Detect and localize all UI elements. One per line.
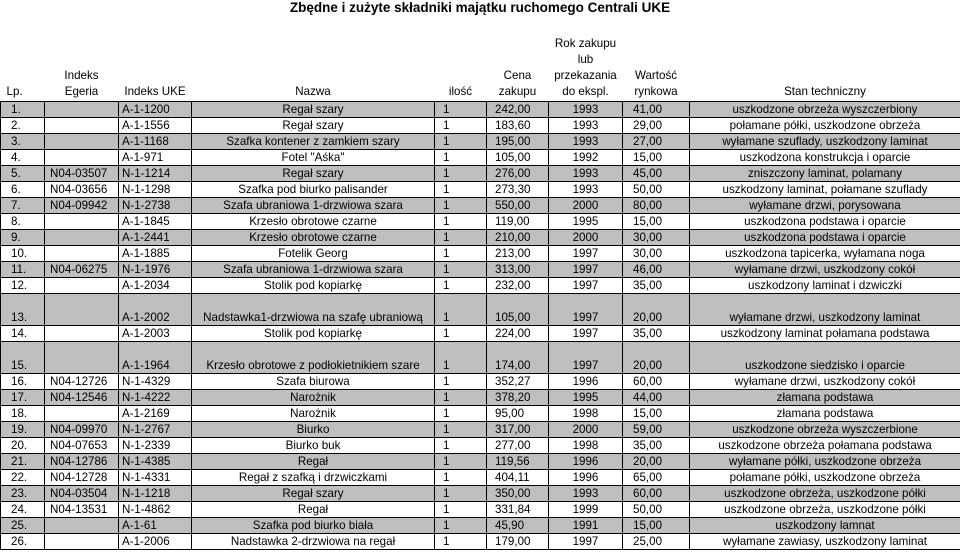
table-row — [1, 118, 960, 134]
cell-nazwa: Regał — [192, 454, 435, 470]
cell-stan: uszkodzone siedzisko i oparcie — [690, 342, 960, 374]
cell-lp: 9. — [1, 230, 45, 246]
cell-egeria: N04-07653 — [45, 438, 119, 454]
cell-lp: 8. — [1, 214, 45, 230]
cell-lp: 13. — [1, 294, 45, 326]
table-row — [1, 406, 960, 422]
cell-egeria — [45, 134, 119, 150]
cell-rok: 1992 — [549, 150, 623, 166]
cell-cena: 105,00 — [487, 294, 549, 326]
cell-egeria: N04-13531 — [45, 502, 119, 518]
cell-cena: 174,00 — [487, 342, 549, 374]
cell-stan: uszkodzone obrzeża wyszczerbiony — [690, 102, 960, 118]
cell-lp: 18. — [1, 406, 45, 422]
cell-stan: uszkodzone obrzeża, uszkodzone półki — [690, 486, 960, 502]
cell-stan: wyłamane drzwi, uszkodzony cokół — [690, 262, 960, 278]
cell-ilosc: 1 — [435, 102, 487, 118]
cell-ilosc: 1 — [435, 182, 487, 198]
cell-wartosc: 35,00 — [623, 326, 690, 342]
cell-egeria — [45, 230, 119, 246]
cell-rok: 1993 — [549, 102, 623, 118]
cell-egeria — [45, 118, 119, 134]
table-row — [1, 502, 960, 518]
cell-nazwa: Biurko — [192, 422, 435, 438]
col-header-egeria: Indeks Egeria — [64, 69, 99, 98]
table-row — [1, 294, 960, 326]
cell-egeria: N04-03507 — [45, 166, 119, 182]
cell-egeria: N04-12728 — [45, 470, 119, 486]
cell-egeria — [45, 214, 119, 230]
col-header-stan: Stan techniczny — [784, 85, 866, 98]
cell-stan: uszkodzona konstrukcja i oparcie — [690, 150, 960, 166]
cell-rok: 1995 — [549, 390, 623, 406]
assets-table — [0, 36, 960, 550]
cell-uke: N-1-2738 — [119, 198, 192, 214]
cell-cena: 45,90 — [487, 518, 549, 534]
cell-egeria — [45, 294, 119, 326]
cell-uke: A-1-1168 — [119, 134, 192, 150]
cell-cena: 179,00 — [487, 534, 549, 550]
cell-uke: N-1-4331 — [119, 470, 192, 486]
table-row — [1, 134, 960, 150]
cell-ilosc: 1 — [435, 438, 487, 454]
cell-cena: 352,27 — [487, 374, 549, 390]
table-row — [1, 438, 960, 454]
cell-cena: 313,00 — [487, 262, 549, 278]
cell-nazwa: Stolik pod kopiarkę — [192, 326, 435, 342]
cell-cena: 242,00 — [487, 102, 549, 118]
table-row — [1, 246, 960, 262]
cell-uke: N-1-4329 — [119, 374, 192, 390]
cell-wartosc: 15,00 — [623, 150, 690, 166]
cell-wartosc: 27,00 — [623, 134, 690, 150]
cell-cena: 195,00 — [487, 134, 549, 150]
cell-rok: 1997 — [549, 326, 623, 342]
table-row — [1, 102, 960, 118]
cell-cena: 276,00 — [487, 166, 549, 182]
cell-lp: 7. — [1, 198, 45, 214]
cell-uke: A-1-2003 — [119, 326, 192, 342]
cell-cena: 95,00 — [487, 406, 549, 422]
cell-uke: N-1-2767 — [119, 422, 192, 438]
cell-ilosc: 1 — [435, 166, 487, 182]
cell-egeria — [45, 342, 119, 374]
cell-ilosc: 1 — [435, 422, 487, 438]
cell-lp: 5. — [1, 166, 45, 182]
cell-lp: 2. — [1, 118, 45, 134]
cell-stan: uszkodzone obrzeża, uszkodzone półki — [690, 502, 960, 518]
cell-nazwa: Regał z szafką i drzwiczkami — [192, 470, 435, 486]
cell-stan: uszkodzony laminat i dzwiczki — [690, 278, 960, 294]
cell-stan: wyłamane drzwi, uszkodzony cokół — [690, 374, 960, 390]
cell-wartosc: 35,00 — [623, 278, 690, 294]
cell-wartosc: 44,00 — [623, 390, 690, 406]
cell-rok: 1998 — [549, 438, 623, 454]
cell-nazwa: Biurko buk — [192, 438, 435, 454]
cell-uke: A-1-1885 — [119, 246, 192, 262]
cell-rok: 1997 — [549, 342, 623, 374]
cell-rok: 1997 — [549, 246, 623, 262]
table-row — [1, 534, 960, 550]
cell-egeria — [45, 518, 119, 534]
cell-nazwa: Fotelik Georg — [192, 246, 435, 262]
cell-wartosc: 41,00 — [623, 102, 690, 118]
cell-nazwa: Krzesło obrotowe z podłokietnikiem szare — [192, 342, 435, 374]
cell-stan: złamana podstawa — [690, 390, 960, 406]
cell-uke: A-1-1845 — [119, 214, 192, 230]
cell-rok: 1995 — [549, 214, 623, 230]
cell-ilosc: 1 — [435, 278, 487, 294]
cell-rok: 1991 — [549, 518, 623, 534]
cell-nazwa: Regał — [192, 502, 435, 518]
cell-rok: 1993 — [549, 118, 623, 134]
cell-ilosc: 1 — [435, 294, 487, 326]
cell-lp: 17. — [1, 390, 45, 406]
cell-lp: 20. — [1, 438, 45, 454]
cell-lp: 4. — [1, 150, 45, 166]
cell-uke: N-1-1218 — [119, 486, 192, 502]
cell-wartosc: 35,00 — [623, 438, 690, 454]
cell-stan: uszkodzony lamnat — [690, 518, 960, 534]
cell-rok: 1993 — [549, 486, 623, 502]
cell-lp: 23. — [1, 486, 45, 502]
page-title: Zbędne i zużyte składniki majątku ruchomego Centrali UKE — [289, 0, 671, 15]
col-header-rok: Rok zakupu lub przekazania do ekspl. — [554, 37, 617, 98]
cell-ilosc: 1 — [435, 454, 487, 470]
cell-wartosc: 50,00 — [623, 182, 690, 198]
cell-rok: 1997 — [549, 534, 623, 550]
cell-stan: połamane półki, uszkodzone obrzeża — [690, 118, 960, 134]
cell-wartosc: 46,00 — [623, 262, 690, 278]
cell-ilosc: 1 — [435, 118, 487, 134]
cell-egeria — [45, 102, 119, 118]
cell-uke: A-1-61 — [119, 518, 192, 534]
cell-nazwa: Regał szary — [192, 486, 435, 502]
cell-ilosc: 1 — [435, 134, 487, 150]
cell-rok: 1997 — [549, 278, 623, 294]
table-row — [1, 486, 960, 502]
cell-wartosc: 20,00 — [623, 454, 690, 470]
cell-stan: uszkodzony laminat połamana podstawa — [690, 326, 960, 342]
cell-nazwa: Szafka pod biurko palisander — [192, 182, 435, 198]
cell-wartosc: 65,00 — [623, 470, 690, 486]
cell-lp: 15. — [1, 342, 45, 374]
cell-nazwa: Regał szary — [192, 118, 435, 134]
cell-lp: 1. — [1, 102, 45, 118]
cell-ilosc: 1 — [435, 230, 487, 246]
cell-nazwa: Regał szary — [192, 102, 435, 118]
cell-wartosc: 15,00 — [623, 518, 690, 534]
cell-cena: 119,56 — [487, 454, 549, 470]
cell-egeria — [45, 406, 119, 422]
cell-uke: A-1-1200 — [119, 102, 192, 118]
cell-egeria: N04-12786 — [45, 454, 119, 470]
cell-wartosc: 59,00 — [623, 422, 690, 438]
table-row — [1, 390, 960, 406]
cell-uke: A-1-2006 — [119, 534, 192, 550]
cell-nazwa: Narożnik — [192, 406, 435, 422]
table-row — [1, 214, 960, 230]
header-row — [1, 36, 960, 102]
cell-rok: 2000 — [549, 422, 623, 438]
col-header-lp: Lp. — [6, 85, 23, 98]
cell-nazwa: Narożnik — [192, 390, 435, 406]
cell-cena: 317,00 — [487, 422, 549, 438]
cell-wartosc: 80,00 — [623, 198, 690, 214]
cell-lp: 25. — [1, 518, 45, 534]
cell-rok: 1993 — [549, 166, 623, 182]
cell-cena: 273,30 — [487, 182, 549, 198]
cell-rok: 1997 — [549, 294, 623, 326]
cell-egeria — [45, 278, 119, 294]
cell-egeria: N04-06275 — [45, 262, 119, 278]
table-row — [1, 422, 960, 438]
cell-wartosc: 15,00 — [623, 214, 690, 230]
cell-uke: A-1-971 — [119, 150, 192, 166]
cell-stan: uszkodzona podstawa i oparcie — [690, 230, 960, 246]
cell-uke: A-1-2441 — [119, 230, 192, 246]
cell-cena: 350,00 — [487, 486, 549, 502]
cell-uke: A-1-1964 — [119, 342, 192, 374]
cell-egeria: N04-12726 — [45, 374, 119, 390]
cell-stan: złamana podstawa — [690, 406, 960, 422]
cell-lp: 11. — [1, 262, 45, 278]
cell-uke: A-1-2034 — [119, 278, 192, 294]
cell-cena: 183,60 — [487, 118, 549, 134]
col-header-wartosc: Wartość rynkowa — [634, 69, 678, 98]
cell-lp: 12. — [1, 278, 45, 294]
cell-stan: zniszczony laminat, polamany — [690, 166, 960, 182]
cell-ilosc: 1 — [435, 470, 487, 486]
cell-rok: 1999 — [549, 502, 623, 518]
cell-nazwa: Regał szary — [192, 166, 435, 182]
cell-nazwa: Krzesło obrotowe czarne — [192, 230, 435, 246]
cell-ilosc: 1 — [435, 390, 487, 406]
table-row — [1, 198, 960, 214]
cell-nazwa: Szafa ubraniowa 1-drzwiowa szara — [192, 262, 435, 278]
cell-cena: 213,00 — [487, 246, 549, 262]
table-row — [1, 518, 960, 534]
cell-ilosc: 1 — [435, 326, 487, 342]
table-row — [1, 374, 960, 390]
cell-wartosc: 30,00 — [623, 230, 690, 246]
cell-lp: 24. — [1, 502, 45, 518]
table-row — [1, 278, 960, 294]
cell-nazwa: Szafa biurowa — [192, 374, 435, 390]
table-row — [1, 262, 960, 278]
cell-cena: 119,00 — [487, 214, 549, 230]
cell-ilosc: 1 — [435, 374, 487, 390]
cell-stan: uszkodzony laminat, połamane szuflady — [690, 182, 960, 198]
cell-uke: N-1-4222 — [119, 390, 192, 406]
cell-ilosc: 1 — [435, 214, 487, 230]
cell-rok: 1993 — [549, 134, 623, 150]
cell-rok: 2000 — [549, 230, 623, 246]
table-row — [1, 230, 960, 246]
table-row — [1, 150, 960, 166]
cell-stan: wyłamane drzwi, uszkodzony laminat — [690, 294, 960, 326]
cell-cena: 232,00 — [487, 278, 549, 294]
cell-wartosc: 60,00 — [623, 486, 690, 502]
cell-nazwa: Szafa ubraniowa 1-drzwiowa szara — [192, 198, 435, 214]
cell-uke: N-1-1298 — [119, 182, 192, 198]
table-body — [1, 102, 960, 550]
cell-ilosc: 1 — [435, 262, 487, 278]
cell-ilosc: 1 — [435, 342, 487, 374]
cell-cena: 210,00 — [487, 230, 549, 246]
cell-uke: A-1-1556 — [119, 118, 192, 134]
col-header-cena: Cena zakupu — [498, 69, 537, 98]
cell-egeria: N04-09970 — [45, 422, 119, 438]
cell-stan: uszkodzona tapicerka, wyłamana noga — [690, 246, 960, 262]
cell-cena: 378,20 — [487, 390, 549, 406]
cell-ilosc: 1 — [435, 246, 487, 262]
cell-stan: uszkodzone obrzeża wyszczerbione — [690, 422, 960, 438]
cell-lp: 22. — [1, 470, 45, 486]
cell-egeria — [45, 534, 119, 550]
cell-uke: A-1-2002 — [119, 294, 192, 326]
cell-egeria — [45, 150, 119, 166]
cell-stan: wyłamane drzwi, porysowana — [690, 198, 960, 214]
col-header-uke: Indeks UKE — [124, 85, 186, 98]
cell-wartosc: 30,00 — [623, 246, 690, 262]
cell-rok: 2000 — [549, 198, 623, 214]
cell-uke: N-1-4862 — [119, 502, 192, 518]
cell-stan: wyłamane półki, uszkodzone obrzeża — [690, 454, 960, 470]
cell-ilosc: 1 — [435, 534, 487, 550]
cell-stan: uszkodzone obrzeża połamana podstawa — [690, 438, 960, 454]
cell-wartosc: 25,00 — [623, 534, 690, 550]
cell-wartosc: 20,00 — [623, 294, 690, 326]
cell-rok: 1996 — [549, 470, 623, 486]
cell-uke: N-1-4385 — [119, 454, 192, 470]
table-row — [1, 470, 960, 486]
cell-cena: 331,84 — [487, 502, 549, 518]
cell-ilosc: 1 — [435, 502, 487, 518]
cell-ilosc: 1 — [435, 198, 487, 214]
cell-lp: 14. — [1, 326, 45, 342]
cell-nazwa: Fotel "Aśka" — [192, 150, 435, 166]
col-header-ilosc: ilość — [448, 85, 473, 98]
cell-egeria: N04-12546 — [45, 390, 119, 406]
cell-egeria — [45, 326, 119, 342]
cell-ilosc: 1 — [435, 486, 487, 502]
cell-uke: N-1-2339 — [119, 438, 192, 454]
cell-rok: 1998 — [549, 406, 623, 422]
cell-lp: 6. — [1, 182, 45, 198]
cell-egeria — [45, 246, 119, 262]
table-row — [1, 166, 960, 182]
cell-egeria: N04-09942 — [45, 198, 119, 214]
cell-stan: wyłamane szuflady, uszkodzony laminat — [690, 134, 960, 150]
cell-rok: 1996 — [549, 374, 623, 390]
cell-lp: 21. — [1, 454, 45, 470]
col-header-nazwa: Nazwa — [295, 85, 331, 98]
cell-cena: 224,00 — [487, 326, 549, 342]
cell-uke: N-1-1976 — [119, 262, 192, 278]
cell-lp: 3. — [1, 134, 45, 150]
cell-ilosc: 1 — [435, 150, 487, 166]
table-row — [1, 454, 960, 470]
cell-wartosc: 15,00 — [623, 406, 690, 422]
cell-wartosc: 45,00 — [623, 166, 690, 182]
cell-nazwa: Nadstawka 2-drzwiowa na regał — [192, 534, 435, 550]
table-row — [1, 182, 960, 198]
cell-wartosc: 20,00 — [623, 342, 690, 374]
cell-lp: 19. — [1, 422, 45, 438]
cell-egeria: N04-03504 — [45, 486, 119, 502]
cell-lp: 26. — [1, 534, 45, 550]
cell-cena: 404,11 — [487, 470, 549, 486]
cell-stan: wyłamane zawiasy, uszkodzony laminat — [690, 534, 960, 550]
cell-lp: 16. — [1, 374, 45, 390]
cell-rok: 1997 — [549, 262, 623, 278]
cell-nazwa: Szafka pod biurko biała — [192, 518, 435, 534]
table-row — [1, 326, 960, 342]
cell-ilosc: 1 — [435, 406, 487, 422]
cell-wartosc: 50,00 — [623, 502, 690, 518]
cell-nazwa: Nadstawka1-drzwiowa na szafę ubraniową — [192, 294, 435, 326]
table-row — [1, 342, 960, 374]
cell-nazwa: Szafka kontener z zamkiem szary — [192, 134, 435, 150]
cell-cena: 277,00 — [487, 438, 549, 454]
cell-ilosc: 1 — [435, 518, 487, 534]
cell-rok: 1996 — [549, 454, 623, 470]
cell-stan: uszkodzona podstawa i oparcie — [690, 214, 960, 230]
cell-cena: 550,00 — [487, 198, 549, 214]
cell-nazwa: Krzesło obrotowe czarne — [192, 214, 435, 230]
cell-wartosc: 29,00 — [623, 118, 690, 134]
cell-wartosc: 60,00 — [623, 374, 690, 390]
cell-nazwa: Stolik pod kopiarkę — [192, 278, 435, 294]
cell-uke: N-1-1214 — [119, 166, 192, 182]
cell-egeria: N04-03656 — [45, 182, 119, 198]
cell-lp: 10. — [1, 246, 45, 262]
cell-uke: A-1-2169 — [119, 406, 192, 422]
cell-cena: 105,00 — [487, 150, 549, 166]
cell-rok: 1993 — [549, 182, 623, 198]
cell-stan: połamane półki, uszkodzone obrzeża — [690, 470, 960, 486]
